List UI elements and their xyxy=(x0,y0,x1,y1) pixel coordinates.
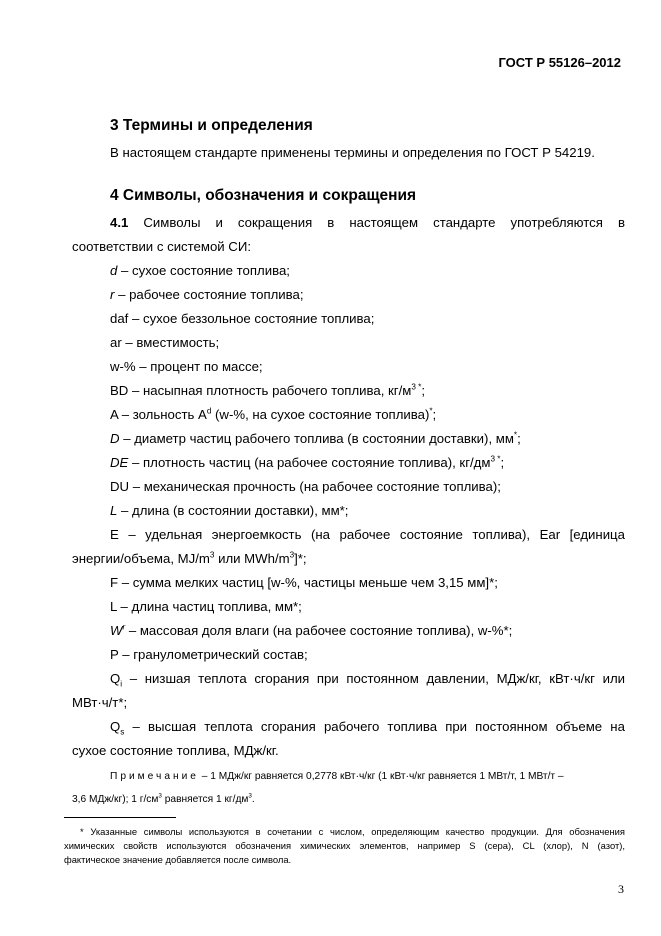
symbol-L-particle: L – длина частиц топлива, мм*; xyxy=(110,599,302,614)
footnote-line-2: химических свойств используются обозначения химических элементов, например S (сера), CL (хлор), N (азот), xyxy=(64,840,625,851)
note-label: Примечание xyxy=(110,771,199,782)
section-4-title: 4 Символы, обозначения и сокращения xyxy=(110,187,417,204)
note-line-2: 3,6 МДж/кг); 1 $г/см^3$ равняется 1 $кг/дм^3$. xyxy=(72,792,255,805)
footnote-line-3: фактическое значение добавляется после символа. xyxy=(64,854,292,865)
clause-number: 4.1 xyxy=(110,215,129,230)
section-3-title: 3 Термины и определения xyxy=(110,117,313,134)
page-number: 3 xyxy=(618,882,624,896)
symbol-r: r – рабочее состояние топлива; xyxy=(110,287,304,302)
symbol-Qs-line-2: сухое состояние топлива, МДж/кг. xyxy=(72,743,279,758)
symbol-W: $W^r$ – массовая доля влаги (на рабочее состояние топлива), w-%*; xyxy=(110,622,513,638)
symbol-L: L – длина (в состоянии доставки), мм*; xyxy=(110,503,349,518)
symbol-E-line-2: энергии/объема, $MJ/m^3$ или MWh/$m^3]*$; xyxy=(72,550,307,566)
symbol-a: A – зольность $A^d$ (w-%, на сухое состояние топлива)*; xyxy=(110,406,437,422)
symbol-d: d – сухое состояние топлива; xyxy=(110,263,290,278)
symbol-P: P – гранулометрический состав; xyxy=(110,647,308,662)
footnote-separator xyxy=(64,817,176,818)
symbol-E-line-1: E – удельная энергоемкость (на рабочее состояние топлива), Ear [единица xyxy=(110,527,625,542)
symbol-Qs-line-1: $Q_s$ – высшая теплота сгорания рабочего топлива при постоянном объеме на xyxy=(110,719,625,737)
symbol-Qi-line-1: $Q_i$ – низшая теплота сгорания при постоянном давлении, МДж/кг, кВт·ч/кг или xyxy=(110,671,626,689)
footnote-line-1: * Указанные символы используются в сочетании с числом, определяющим качество продукции. Для обозначения xyxy=(80,826,625,837)
symbol-Qi-line-2: МВт·ч/т*; xyxy=(72,695,128,710)
section-3-text: В настоящем стандарте применены термины и определения по ГОСТ Р 54219. xyxy=(110,145,595,160)
symbol-w-percent: w-% – процент по массе; xyxy=(110,359,263,374)
symbol-DU: DU – механическая прочность (на рабочее состояние топлива); xyxy=(110,479,501,494)
note-line-1: Примечание – 1 МДж/кг равняется 0,2778 кВт·ч/кг (1 кВт·ч/кг равняется 1 МВт/т, 1 МВт/т – xyxy=(110,771,564,782)
symbol-D: D – диаметр частиц рабочего топлива (в состоянии доставки), мм*; xyxy=(110,430,521,446)
intro-line-1: 4.1 Символы и сокращения в настоящем стандарте употребляются в xyxy=(110,215,625,230)
symbol-bd: BD – насыпная плотность рабочего топлива, $кг/м^{3 *}$; xyxy=(110,382,426,398)
symbol-DE: DE – плотность частиц (на рабочее состояние топлива), $кг/дм^{3 *}$; xyxy=(110,454,505,470)
symbol-daf: daf – сухое беззольное состояние топлива; xyxy=(110,311,375,326)
document-code: ГОСТ Р 55126–2012 xyxy=(498,55,621,70)
symbol-ar: ar – вместимость; xyxy=(110,335,220,350)
symbol-F: F – сумма мелких частиц [w-%, частицы меньше чем 3,15 мм]*; xyxy=(110,575,498,590)
intro-line-2: соответствии с системой СИ: xyxy=(72,239,251,254)
